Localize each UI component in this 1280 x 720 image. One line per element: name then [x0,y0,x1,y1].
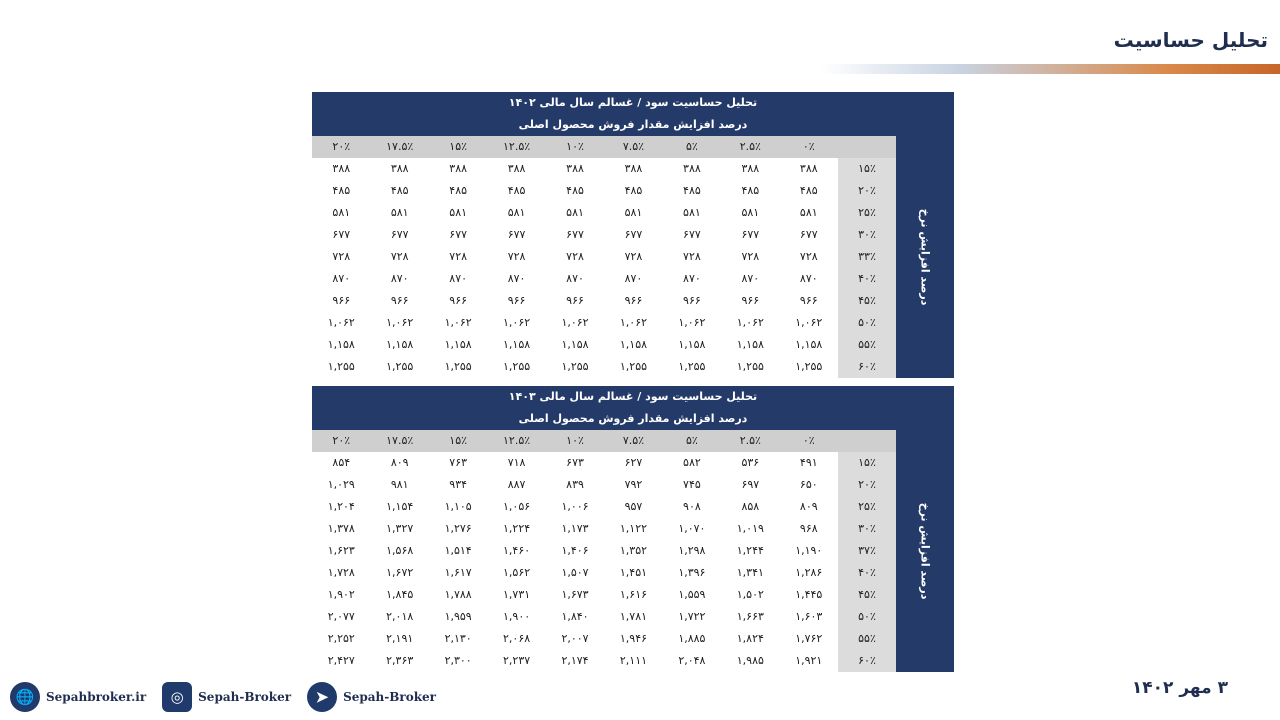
table-cell: ۱,۲۷۶ [429,518,487,540]
page-title: تحلیل حساسیت [1113,28,1268,52]
column-header: ۷.۵٪ [622,140,645,153]
column-header: ۲۰٪ [332,140,351,153]
row-header: ۳۰٪ [838,518,896,540]
table-cell: ۱,۲۵۵ [429,356,487,378]
sensitivity-table-1402 [312,92,954,378]
table-row [312,496,896,518]
table-cell: ۱,۶۷۳ [546,584,604,606]
table-cell: ۹۰۸ [663,496,721,518]
table-row [312,518,896,540]
table-cell: ۱,۰۶۲ [312,312,370,334]
table-cell: ۸۷۰ [487,268,545,290]
table-cell: ۱,۰۶۲ [429,312,487,334]
table-cell: ۱,۸۸۵ [663,628,721,650]
table-cell: ۱,۷۸۱ [604,606,662,628]
table-cell: ۱,۱۲۲ [604,518,662,540]
column-header: ۱۵٪ [449,434,468,447]
table-cell: ۶۷۳ [546,452,604,474]
table-cell: ۲,۰۶۸ [487,628,545,650]
globe-icon: 🌐 [10,682,40,712]
table-cell: ۱,۱۵۸ [604,334,662,356]
table-cell: ۱,۹۴۶ [604,628,662,650]
table-cell: ۱,۳۹۶ [663,562,721,584]
table-cell: ۸۷۰ [604,268,662,290]
table-cell: ۱,۵۱۴ [429,540,487,562]
telegram-link[interactable] [307,682,436,712]
table-cell: ۱,۱۰۵ [429,496,487,518]
row-header: ۲۵٪ [838,496,896,518]
table-cell: ۱,۰۶۲ [663,312,721,334]
table-cell: ۶۷۷ [487,224,545,246]
table-cell: ۵۸۱ [546,202,604,224]
table-cell: ۸۷۰ [663,268,721,290]
footer-links [10,682,436,712]
table-cell: ۱,۹۸۵ [721,650,779,672]
table-cell: ۱,۰۵۶ [487,496,545,518]
table-header [312,386,954,430]
table-cell: ۲,۰۰۷ [546,628,604,650]
table-cell: ۲,۰۷۷ [312,606,370,628]
slide-date: ۳ مهر ۱۴۰۲ [1131,678,1228,698]
table-cell: ۲,۱۱۱ [604,650,662,672]
table-cell: ۳۸۸ [429,158,487,180]
table-cell: ۸۷۰ [312,268,370,290]
table-cell: ۱,۴۴۵ [780,584,838,606]
table-cell: ۱,۲۵۵ [487,356,545,378]
table-cell: ۶۷۷ [604,224,662,246]
table-row [312,290,896,312]
table-title: تحلیل حساسیت سود / غسالم سال مالی ۱۴۰۳ [508,390,758,403]
column-header-row [312,430,896,452]
table-cell: ۳۸۸ [371,158,429,180]
table-cell: ۹۶۶ [546,290,604,312]
table-cell: ۱,۷۸۸ [429,584,487,606]
column-header: ۷.۵٪ [622,434,645,447]
table-cell: ۴۸۵ [604,180,662,202]
column-header: ۵٪ [685,434,698,447]
table-cell: ۱,۴۶۰ [487,540,545,562]
table-cell: ۹۶۶ [780,290,838,312]
table-cell: ۵۸۲ [663,452,721,474]
table-cell: ۱,۲۵۵ [312,356,370,378]
table-cell: ۹۶۶ [663,290,721,312]
table-cell: ۱,۶۱۷ [429,562,487,584]
row-axis-label [896,136,954,378]
table-row [312,224,896,246]
row-header: ۱۵٪ [838,452,896,474]
table-cell: ۶۵۰ [780,474,838,496]
column-header: ۱۲.۵٪ [503,434,531,447]
table-cell: ۲,۳۶۳ [371,650,429,672]
table-cell: ۷۲۸ [546,246,604,268]
table-cell: ۳۸۸ [487,158,545,180]
column-header: ۱۰٪ [566,434,584,447]
row-header: ۴۵٪ [838,290,896,312]
table-cell: ۲,۱۹۱ [371,628,429,650]
table-cell: ۶۲۷ [604,452,662,474]
table-cell: ۲,۰۴۸ [663,650,721,672]
table-cell: ۱,۸۴۰ [546,606,604,628]
table-cell: ۴۸۵ [780,180,838,202]
table-row [312,334,896,356]
table-row [312,584,896,606]
table-row [312,180,896,202]
table-cell: ۵۸۱ [604,202,662,224]
table-cell: ۱,۷۲۲ [663,606,721,628]
table-row [312,246,896,268]
table-cell: ۴۹۱ [780,452,838,474]
row-header: ۳۷٪ [838,540,896,562]
table-cell: ۷۲۸ [312,246,370,268]
table-cell: ۱,۲۹۸ [663,540,721,562]
table-row [312,650,896,672]
table-cell: ۴۸۵ [371,180,429,202]
table-cell: ۷۲۸ [487,246,545,268]
corner-cell [838,136,896,158]
table-cell: ۵۸۱ [371,202,429,224]
table-cell: ۶۷۷ [721,224,779,246]
table-cell: ۸۰۹ [780,496,838,518]
table-cell: ۷۲۸ [663,246,721,268]
table-cell: ۶۷۷ [780,224,838,246]
table-cell: ۵۸۱ [487,202,545,224]
title-divider [820,64,1280,74]
instagram-link[interactable] [162,682,291,712]
table-cell: ۸۵۸ [721,496,779,518]
table-cell: ۱,۵۶۲ [487,562,545,584]
table-row [312,606,896,628]
table-cell: ۱,۰۶۲ [546,312,604,334]
table-cell: ۲,۱۳۰ [429,628,487,650]
table-cell: ۹۶۶ [429,290,487,312]
website-label: Sepahbroker.ir [46,690,147,704]
table-cell: ۶۷۷ [312,224,370,246]
table-row [312,562,896,584]
table-row [312,268,896,290]
table-cell: ۱,۷۲۸ [312,562,370,584]
table-cell: ۱,۱۵۸ [546,334,604,356]
table-cell: ۱,۲۵۵ [721,356,779,378]
table-cell: ۷۲۸ [429,246,487,268]
table-row [312,312,896,334]
table-cell: ۶۷۷ [429,224,487,246]
table-cell: ۷۱۸ [487,452,545,474]
table-cell: ۶۷۷ [371,224,429,246]
table-cell: ۱,۲۵۵ [546,356,604,378]
table-cell: ۷۲۸ [721,246,779,268]
table-cell: ۸۰۹ [371,452,429,474]
table-cell: ۱,۳۴۱ [721,562,779,584]
table-cell: ۳۸۸ [663,158,721,180]
table-cell: ۴۸۵ [487,180,545,202]
column-header: ۱۲.۵٪ [503,140,531,153]
table-cell: ۱,۵۰۷ [546,562,604,584]
table-cell: ۵۳۶ [721,452,779,474]
row-header: ۲۰٪ [838,474,896,496]
table-cell: ۷۲۸ [371,246,429,268]
table-cell: ۱,۰۰۶ [546,496,604,518]
table-cell: ۶۹۷ [721,474,779,496]
table-cell: ۹۶۶ [312,290,370,312]
row-header: ۴۵٪ [838,584,896,606]
column-header: ۱۰٪ [566,140,584,153]
table-cell: ۵۸۱ [663,202,721,224]
row-header: ۲۵٪ [838,202,896,224]
table-cell: ۱,۱۵۸ [487,334,545,356]
table-cell: ۱,۲۵۵ [371,356,429,378]
row-axis-text: درصد افزایش نرخ [918,208,932,306]
table-cell: ۳۸۸ [546,158,604,180]
column-header: ۱۵٪ [449,140,468,153]
table-row [312,158,896,180]
table-cell: ۳۸۸ [721,158,779,180]
table-cell: ۸۷۰ [780,268,838,290]
table-cell: ۱,۱۵۸ [312,334,370,356]
table-cell: ۸۵۴ [312,452,370,474]
table-cell: ۱,۱۵۴ [371,496,429,518]
table-cell: ۱,۷۶۲ [780,628,838,650]
table-cell: ۵۸۱ [780,202,838,224]
table-cell: ۱,۶۰۳ [780,606,838,628]
table-cell: ۱,۱۷۳ [546,518,604,540]
row-axis-label [896,430,954,672]
table-row [312,474,896,496]
table-cell: ۱,۸۴۵ [371,584,429,606]
corner-cell [838,430,896,452]
table-cell: ۱,۱۵۸ [780,334,838,356]
column-header: ۵٪ [685,140,698,153]
table-cell: ۴۸۵ [312,180,370,202]
table-cell: ۴۸۵ [429,180,487,202]
website-link[interactable] [10,682,146,712]
table-cell: ۱,۲۸۶ [780,562,838,584]
row-header: ۴۰٪ [838,562,896,584]
table-cell: ۱,۲۲۴ [487,518,545,540]
table-cell: ۸۷۰ [371,268,429,290]
table-cell: ۵۸۱ [312,202,370,224]
column-header: ۰٪ [802,140,815,153]
column-header: ۱۷.۵٪ [386,140,414,153]
table-cell: ۹۶۶ [371,290,429,312]
table-cell: ۵۸۱ [429,202,487,224]
column-header: ۱۷.۵٪ [386,434,414,447]
table-cell: ۱,۶۲۳ [312,540,370,562]
table-cell: ۱,۰۷۰ [663,518,721,540]
table-cell: ۸۷۰ [546,268,604,290]
table-cell: ۱,۰۱۹ [721,518,779,540]
table-cell: ۱,۳۲۷ [371,518,429,540]
table-cell: ۷۶۳ [429,452,487,474]
table-cell: ۱,۶۶۳ [721,606,779,628]
table-cell: ۹۳۴ [429,474,487,496]
table-cell: ۳۸۸ [780,158,838,180]
table-cell: ۱,۲۵۵ [663,356,721,378]
column-header: ۲.۵٪ [739,140,761,153]
table-cell: ۱,۲۵۵ [780,356,838,378]
column-header: ۰٪ [802,434,815,447]
column-header: ۲.۵٪ [739,434,761,447]
table-cell: ۱,۰۶۲ [604,312,662,334]
instagram-icon: ◎ [162,682,192,712]
table-row [312,628,896,650]
table-cell: ۴۸۵ [721,180,779,202]
table-cell: ۳۸۸ [312,158,370,180]
table-subtitle: درصد افزایش مقدار فروش محصول اصلی [518,412,748,425]
table-cell: ۱,۹۲۱ [780,650,838,672]
table-cell: ۸۳۹ [546,474,604,496]
table-cell: ۹۶۶ [604,290,662,312]
table-cell: ۱,۷۳۱ [487,584,545,606]
table-cell: ۱,۰۶۲ [371,312,429,334]
row-header: ۱۵٪ [838,158,896,180]
row-header: ۲۰٪ [838,180,896,202]
table-cell: ۱,۲۴۴ [721,540,779,562]
table-cell: ۱,۵۵۹ [663,584,721,606]
table-cell: ۶۷۷ [663,224,721,246]
table-cell: ۳۸۸ [604,158,662,180]
table-cell: ۷۹۲ [604,474,662,496]
table-cell: ۲,۴۲۷ [312,650,370,672]
table-cell: ۱,۰۲۹ [312,474,370,496]
row-header: ۳۳٪ [838,246,896,268]
row-axis-text: درصد افزایش نرخ [918,502,932,600]
table-cell: ۱,۴۰۶ [546,540,604,562]
table-cell: ۱,۱۵۸ [429,334,487,356]
table-row [312,202,896,224]
table-cell: ۲,۰۱۸ [371,606,429,628]
row-header: ۶۰٪ [838,356,896,378]
table-cell: ۲,۱۷۴ [546,650,604,672]
table-cell: ۸۷۰ [429,268,487,290]
table-cell: ۱,۰۶۲ [487,312,545,334]
table-cell: ۹۶۸ [780,518,838,540]
table-subtitle: درصد افزایش مقدار فروش محصول اصلی [518,118,748,131]
table-cell: ۹۵۷ [604,496,662,518]
table-cell: ۸۷۰ [721,268,779,290]
row-header: ۵۰٪ [838,606,896,628]
telegram-label: Sepah-Broker [343,690,436,704]
table-cell: ۱,۹۵۹ [429,606,487,628]
table-cell: ۱,۶۷۲ [371,562,429,584]
table-cell: ۲,۳۰۰ [429,650,487,672]
row-header: ۵۵٪ [838,628,896,650]
column-header-row [312,136,896,158]
table-header [312,92,954,136]
table-cell: ۱,۸۲۴ [721,628,779,650]
table-cell: ۱,۰۶۲ [721,312,779,334]
table-row [312,452,896,474]
table-cell: ۱,۱۵۸ [663,334,721,356]
table-cell: ۱,۴۵۱ [604,562,662,584]
table-cell: ۲,۲۵۲ [312,628,370,650]
row-header: ۵۵٪ [838,334,896,356]
table-cell: ۹۶۶ [487,290,545,312]
table-cell: ۴۸۵ [663,180,721,202]
table-cell: ۱,۵۶۸ [371,540,429,562]
table-cell: ۱,۲۵۵ [604,356,662,378]
table-cell: ۶۷۷ [546,224,604,246]
sensitivity-table-1403 [312,386,954,672]
instagram-label: Sepah-Broker [198,690,292,704]
table-cell: ۱,۱۵۸ [721,334,779,356]
telegram-icon: ➤ [307,682,337,712]
row-header: ۶۰٪ [838,650,896,672]
table-cell: ۲,۲۳۷ [487,650,545,672]
row-header: ۴۰٪ [838,268,896,290]
table-cell: ۴۸۵ [546,180,604,202]
table-cell: ۱,۰۶۲ [780,312,838,334]
column-header: ۲۰٪ [332,434,351,447]
table-cell: ۸۸۷ [487,474,545,496]
table-cell: ۱,۵۰۲ [721,584,779,606]
table-cell: ۹۸۱ [371,474,429,496]
table-cell: ۱,۱۵۸ [371,334,429,356]
table-cell: ۱,۱۹۰ [780,540,838,562]
table-cell: ۷۴۵ [663,474,721,496]
table-cell: ۷۲۸ [780,246,838,268]
table-title: تحلیل حساسیت سود / غسالم سال مالی ۱۴۰۲ [508,96,758,109]
table-cell: ۱,۳۷۸ [312,518,370,540]
table-cell: ۱,۶۱۶ [604,584,662,606]
table-cell: ۱,۳۵۲ [604,540,662,562]
table-cell: ۹۶۶ [721,290,779,312]
table-cell: ۱,۲۰۴ [312,496,370,518]
table-row [312,356,896,378]
table-row [312,540,896,562]
table-cell: ۱,۹۰۰ [487,606,545,628]
table-cell: ۵۸۱ [721,202,779,224]
row-header: ۳۰٪ [838,224,896,246]
table-cell: ۱,۹۰۲ [312,584,370,606]
table-cell: ۷۲۸ [604,246,662,268]
row-header: ۵۰٪ [838,312,896,334]
